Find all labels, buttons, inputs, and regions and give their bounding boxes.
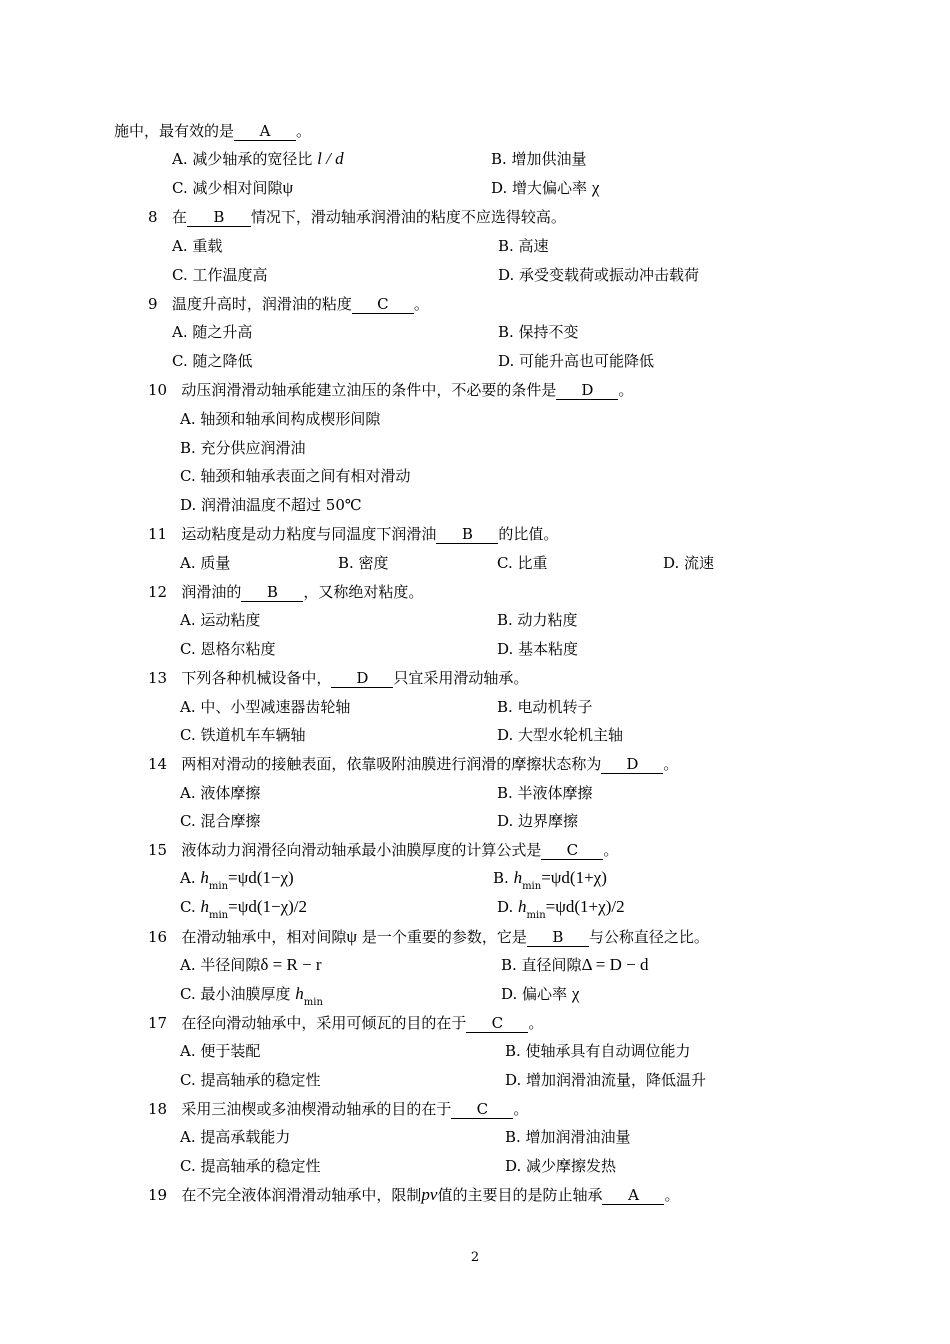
option-a: A. 便于装配 <box>180 1042 261 1060</box>
option-d: D. 增加润滑油流量，降低温升 <box>505 1071 707 1089</box>
option-c: C. 轴颈和轴承表面之间有相对滑动 <box>180 467 411 485</box>
answer-blank: B <box>527 929 589 947</box>
option-d: D. 边界摩擦 <box>497 812 579 830</box>
formula-d: =ψd(1+χ)/2 <box>545 897 625 916</box>
option-a: A. $h_{min}=\psi d(1-\chi)$ <box>180 868 294 892</box>
answer-blank: C <box>352 296 414 314</box>
answer-blank: B <box>241 584 303 602</box>
answer-blank: C <box>451 1101 513 1119</box>
option-a: A. 液体摩擦 <box>180 784 261 802</box>
answer-blank: A <box>234 123 296 141</box>
question-17: 17 在径向滑动轴承中，采用可倾瓦的目的在于 C 。 <box>148 1014 544 1032</box>
option-c: C. 提高轴承的稳定性 <box>180 1071 321 1089</box>
formula-a: =ψd(1−χ) <box>228 868 294 887</box>
page-number: 2 <box>470 1250 480 1265</box>
option-c: C. 减少相对间隙ψ <box>172 178 294 197</box>
formula-a: δ = R − r <box>260 955 322 974</box>
option-b: B. 保持不变 <box>498 323 579 341</box>
option-d: D. 基本粘度 <box>497 640 579 658</box>
answer-blank: B <box>436 526 498 544</box>
option-c: C. 恩格尔粘度 <box>180 640 276 658</box>
answer-blank: D <box>331 670 393 688</box>
option-b: B. 半液体摩擦 <box>497 784 593 802</box>
option-a: A. 重载 <box>172 237 223 255</box>
option-d: D. 承受变载荷或振动冲击载荷 <box>498 266 700 284</box>
question-18: 18 采用三油楔或多油楔滑动轴承的目的在于 C 。 <box>148 1100 529 1118</box>
math-ld: l / d <box>317 149 344 168</box>
option-c: C. 提高轴承的稳定性 <box>180 1157 321 1175</box>
formula-b: =ψd(1+χ) <box>541 868 607 887</box>
question-15: 15 液体动力润滑径向滑动轴承最小油膜厚度的计算公式是 C 。 <box>148 841 619 859</box>
question-19: 19 在不完全液体润滑滑动轴承中，限制pv值的主要目的是防止轴承 A 。 <box>148 1185 680 1204</box>
option-a: A. 轴颈和轴承间构成楔形间隙 <box>180 410 381 428</box>
option-b: B. 增加供油量 <box>491 150 587 168</box>
formula-b: Δ = D − d <box>581 955 649 974</box>
option-a: A. 运动粘度 <box>180 611 261 629</box>
option-d: D. 减少摩擦发热 <box>505 1157 617 1175</box>
option-a: A. 提高承载能力 <box>180 1128 291 1146</box>
answer-blank: D <box>556 382 618 400</box>
question-7-tail: 施中，最有效的是 A 。 <box>114 122 312 140</box>
option-d: D. 可能升高也可能降低 <box>498 352 655 370</box>
option-a: A. 中、小型减速器齿轮轴 <box>180 698 351 716</box>
option-d: D. 润滑油温度不超过 50℃ <box>180 496 362 514</box>
option-c: C. 比重 <box>497 554 548 572</box>
option-c: C. 混合摩擦 <box>180 812 261 830</box>
answer-blank: D <box>601 756 663 774</box>
option-b: B. 增加润滑油油量 <box>505 1128 631 1146</box>
option-d: D. 流速 <box>663 554 715 572</box>
question-9: 9 温度升高时，润滑油的粘度 C 。 <box>148 295 429 313</box>
option-b: B. 高速 <box>498 237 549 255</box>
option-b: B. 动力粘度 <box>497 611 578 629</box>
answer-blank: C <box>541 842 603 860</box>
option-a: A. 质量 <box>180 554 231 572</box>
option-b: B. 直径间隙Δ = D − d <box>501 955 649 974</box>
option-b: B. 使轴承具有自动调位能力 <box>505 1042 691 1060</box>
option-c: C. 最小油膜厚度 $h_{min}$ <box>180 984 323 1008</box>
question-12: 12 润滑油的 B ，又称绝对粘度。 <box>148 583 424 601</box>
option-a: A. 减少轴承的宽径比 l / d <box>172 149 344 168</box>
question-14: 14 两相对滑动的接触表面，依靠吸附油膜进行润滑的摩擦状态称为 D 。 <box>148 755 679 773</box>
option-b: B. $h_{min}=\psi d(1+\chi)$ <box>493 868 607 892</box>
option-c: C. 随之降低 <box>172 352 253 370</box>
formula-c: =ψd(1−χ)/2 <box>228 897 308 916</box>
question-16: 16 在滑动轴承中，相对间隙ψ 是一个重要的参数，它是 B 与公称直径之比。 <box>148 927 709 946</box>
option-b: B. 密度 <box>338 554 389 572</box>
math-pv: pv <box>421 1185 438 1204</box>
question-11: 11 运动粘度是动力粘度与同温度下润滑油 B 的比值。 <box>148 525 559 543</box>
option-d: D. 偏心率 χ <box>501 984 580 1003</box>
answer-blank: B <box>187 209 251 227</box>
question-8: 8 在 B 情况下，滑动轴承润滑油的粘度不应选得较高。 <box>148 208 566 226</box>
option-d: D. $h_{min}=\psi d(1+\chi)/2$ <box>497 897 625 921</box>
option-b: B. 电动机转子 <box>497 698 593 716</box>
option-a: A. 半径间隙δ = R − r <box>180 955 322 974</box>
option-d: D. 增大偏心率 χ <box>491 178 600 197</box>
answer-blank: C <box>466 1015 528 1033</box>
question-13: 13 下列各种机械设备中， D 只宜采用滑动轴承。 <box>148 669 529 687</box>
option-c: C. 铁道机车车辆轴 <box>180 726 306 744</box>
question-10: 10 动压润滑滑动轴承能建立油压的条件中，不必要的条件是 D 。 <box>148 381 634 399</box>
option-b: B. 充分供应润滑油 <box>180 439 306 457</box>
option-c: C. $h_{min}=\psi d(1-\chi)/2$ <box>180 897 308 921</box>
answer-blank: A <box>602 1187 664 1205</box>
option-a: A. 随之升高 <box>172 323 253 341</box>
option-c: C. 工作温度高 <box>172 266 268 284</box>
option-d: D. 大型水轮机主轴 <box>497 726 624 744</box>
